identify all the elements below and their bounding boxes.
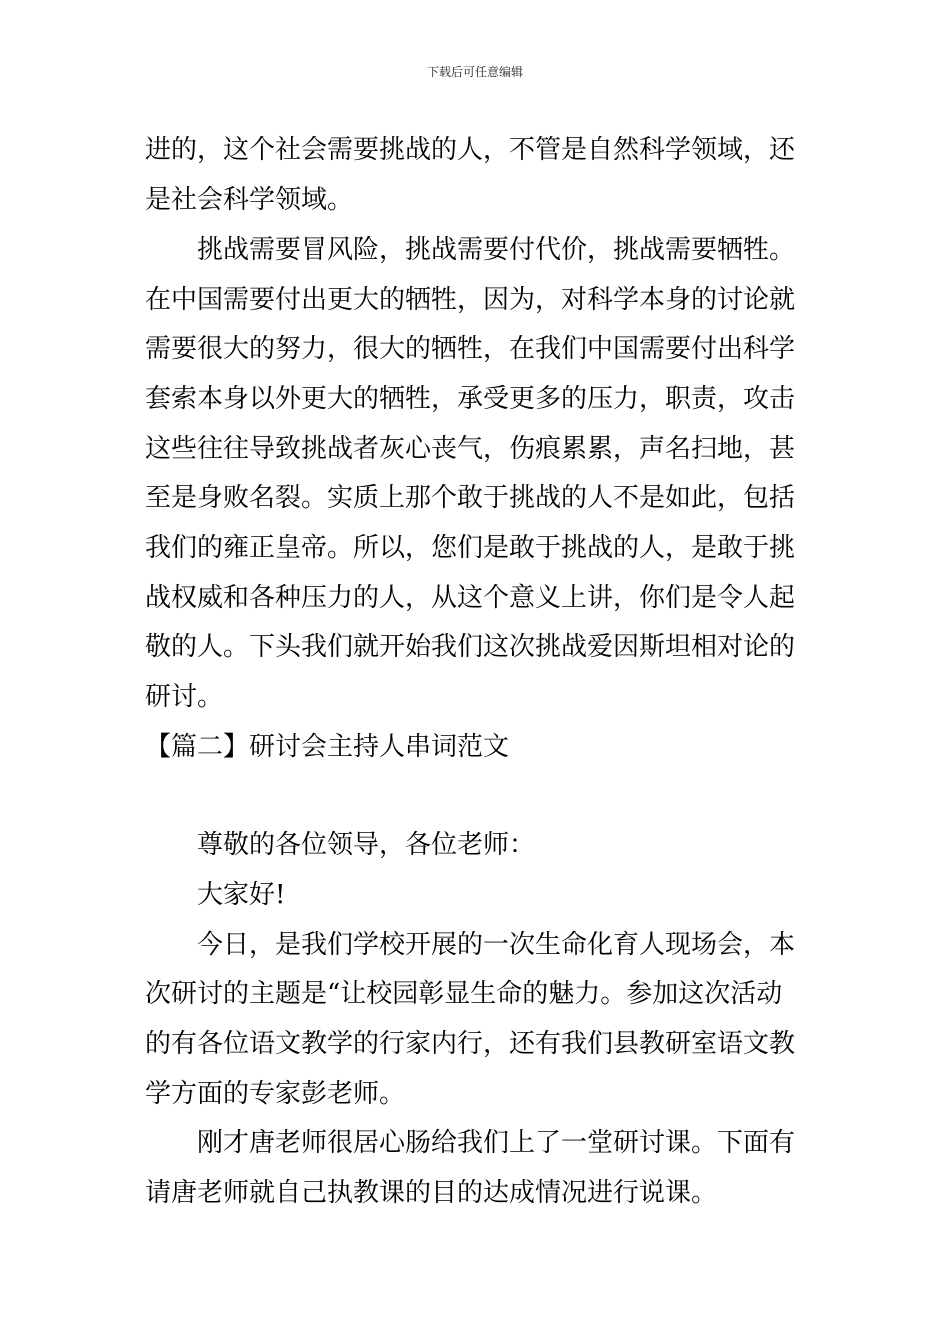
text-line: 我们的雍正皇帝。所以，您们是敢于挑战的人，是敢于挑 — [145, 533, 796, 563]
text-line: 在中国需要付出更大的牺牲，因为，对科学本身的讨论就 — [145, 285, 796, 315]
text-line: 次研讨的主题是“让校园彰显生命的魅力。参加这次活动 — [145, 979, 783, 1009]
greeting-line: 大家好! — [145, 880, 286, 910]
text-line: 战权威和各种压力的人，从这个意义上讲，你们是令人起 — [145, 583, 796, 613]
text-line: 是社会科学领域。 — [145, 185, 354, 215]
text-line: 需要很大的努力，很大的牺牲，在我们中国需要付出科学 — [145, 334, 796, 364]
text-line: 敬的人。下头我们就开始我们这次挑战爱因斯坦相对论的 — [145, 632, 796, 662]
text-line: 至是身败名裂。实质上那个敢于挑战的人不是如此，包括 — [145, 483, 796, 513]
text-line: 学方面的专家彭老师。 — [145, 1079, 406, 1109]
text-line: 研讨。 — [145, 682, 224, 712]
paragraph-start-line: 今日，是我们学校开展的一次生命化育人现场会，本 — [145, 930, 796, 960]
text-line: 这些往往导致挑战者灰心丧气，伤痕累累，声名扫地，甚 — [145, 434, 796, 464]
text-line: 请唐老师就自己执教课的目的达成情况进行说课。 — [145, 1178, 718, 1208]
paragraph-start-line: 挑战需要冒风险，挑战需要付代价，挑战需要牺牲。 — [145, 235, 796, 265]
section-heading: 【篇二】研讨会主持人串词范文 — [145, 732, 510, 762]
page-header: 下载后可任意编辑 — [426, 65, 523, 79]
text-line: 套索本身以外更大的牺牲，承受更多的压力，职责，攻击 — [145, 384, 796, 414]
text-line: 进的，这个社会需要挑战的人，不管是自然科学领域，还 — [145, 135, 796, 165]
salutation-line: 尊敬的各位领导，各位老师： — [145, 830, 536, 860]
text-line: 的有各位语文教学的行家内行，还有我们县教研室语文教 — [145, 1029, 796, 1059]
paragraph-start-line: 刚才唐老师很居心肠给我们上了一堂研讨课。下面有 — [145, 1128, 796, 1158]
